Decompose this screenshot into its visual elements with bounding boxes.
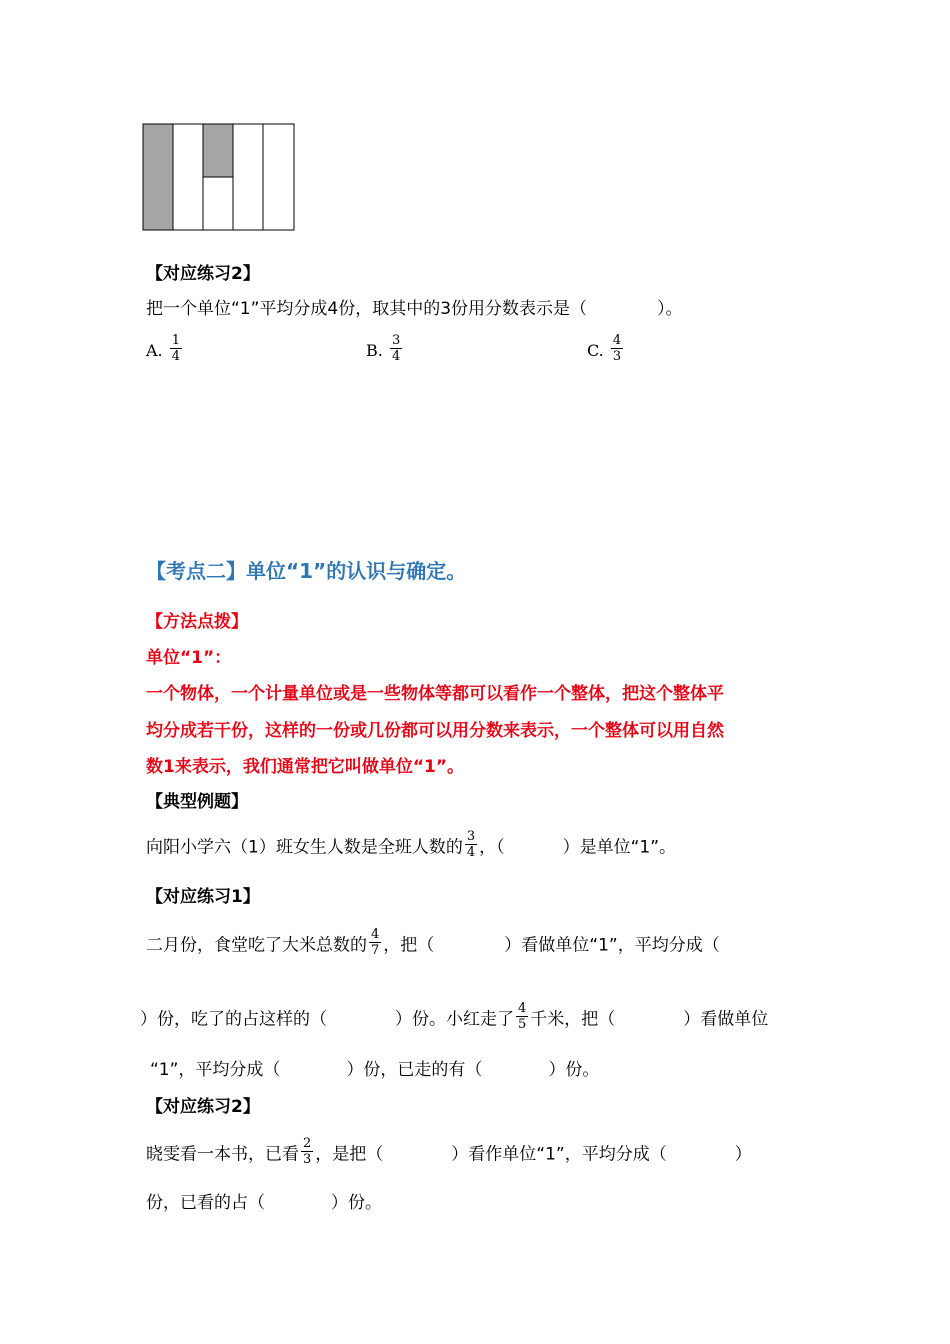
example-heading: 【典型例题】 bbox=[146, 792, 248, 812]
method-heading: 【方法点拨】 bbox=[146, 612, 248, 632]
practice2-question: 把一个单位“1”平均分成4份，取其中的3份用分数表示是（ ）。 bbox=[146, 299, 683, 319]
grid-cell bbox=[263, 124, 294, 230]
section-title: 【考点二】单位“1”的认识与确定。 bbox=[146, 559, 467, 583]
explain-line-2: 均分成若干份，这样的一份或几份都可以用分数来表示，一个整体可以用自然 bbox=[146, 721, 724, 741]
grid-cell bbox=[233, 124, 263, 230]
fraction: $\frac{3}{4}$ bbox=[391, 333, 401, 364]
practice1-line-3: “1”，平均分成（ ）份，已走的有（ ）份。 bbox=[150, 1060, 600, 1080]
fraction: $\frac{4}{3}$ bbox=[612, 333, 622, 364]
practice2-heading-bottom: 【对应练习2】 bbox=[146, 1097, 260, 1117]
fraction: $\frac{4}{5}$ bbox=[518, 1001, 527, 1032]
explain-line-1: 一个物体，一个计量单位或是一些物体等都可以看作一个整体，把这个整体平 bbox=[146, 684, 724, 704]
grid-cell-half bbox=[203, 177, 233, 230]
option-c: C. $\frac{4}{3}$ bbox=[587, 333, 622, 364]
fraction: $\frac{1}{4}$ bbox=[171, 333, 181, 364]
practice1-line-2: ）份，吃了的占这样的（ ）份。小红走了 $\frac{4}{5}$ 千米，把（ ）看做单位 bbox=[140, 1001, 769, 1032]
grid-cell bbox=[173, 124, 203, 230]
practice1-line-1: 二月份，食堂吃了大米总数的 $\frac{4}{7}$ ，把（ ）看做单位“1”，平均分成（ bbox=[146, 927, 720, 958]
explain-line-3: 数1来表示，我们通常把它叫做单位“1”。 bbox=[146, 757, 465, 777]
practice2-heading: 【对应练习2】 bbox=[146, 264, 260, 284]
practice2-line-2: 份，已看的占（ ）份。 bbox=[146, 1193, 382, 1213]
practice2-line-1: 晓雯看一本书，已看 $\frac{2}{3}$ ，是把（ ）看作单位“1”，平均分成（ ） bbox=[146, 1136, 752, 1167]
fraction: $\frac{4}{7}$ bbox=[371, 927, 380, 958]
fraction: $\frac{2}{3}$ bbox=[303, 1136, 312, 1167]
fraction: $\frac{3}{4}$ bbox=[466, 829, 476, 860]
grid-cell-shaded bbox=[143, 124, 173, 230]
option-b: B. $\frac{3}{4}$ bbox=[366, 333, 401, 364]
practice1-heading: 【对应练习1】 bbox=[146, 887, 260, 907]
example-question: 向阳小学六（1）班女生人数是全班人数的 $\frac{3}{4}$ ，（ ）是单位“1”。 bbox=[146, 829, 677, 860]
fraction-grid-figure bbox=[142, 123, 298, 231]
option-a: A. $\frac{1}{4}$ bbox=[146, 333, 181, 364]
grid-cell-half-shaded bbox=[203, 124, 233, 177]
unit-label: 单位“1”： bbox=[146, 648, 232, 668]
